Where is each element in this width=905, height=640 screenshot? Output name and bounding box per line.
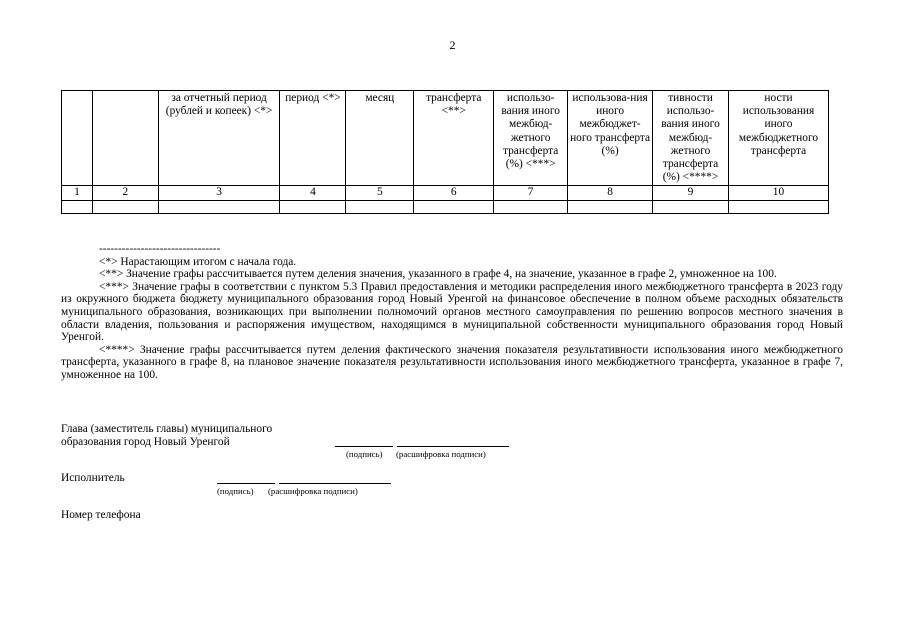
header-cell: использова-ния иного межбюджет-ного трансферта (%)	[568, 91, 653, 186]
header-cell: ности использования иного межбюджетного трансферта	[728, 91, 828, 186]
head-title	[61, 423, 272, 449]
header-cell	[92, 91, 158, 186]
column-number: 7	[494, 186, 568, 200]
column-number: 5	[346, 186, 414, 200]
report-table	[61, 90, 829, 214]
executor-label: Исполнитель	[61, 472, 125, 484]
header-cell: за отчетный период (рублей и копеек) <*>	[158, 91, 280, 186]
head-signature-line	[335, 446, 393, 447]
footnote-1: <*> Нарастающим итогом с начала года.	[99, 255, 297, 268]
head-title-line2: образования город Новый Уренгой	[61, 436, 230, 448]
table-cell	[92, 200, 158, 213]
head-title-line1: Глава (заместитель главы) муниципального	[61, 423, 273, 435]
footnote-4: <****> Значение графы рассчитывается путем деления фактического значения показателя результативности использования иного межбюджетного трансферта, указанного в графе 8, на плановое значение показателя результативности использования иного межбюджетного трансферта, указанное в графе 7, умноженное на 100.	[61, 343, 843, 381]
table-cell	[158, 200, 280, 213]
column-number: 9	[653, 186, 729, 200]
table-cell	[346, 200, 414, 213]
empty-data-row	[62, 200, 829, 213]
footnote-separator: --------------------------------	[99, 243, 221, 255]
header-cell	[62, 91, 93, 186]
header-cell: трансферта <**>	[414, 91, 494, 186]
header-cell: тивности использо-вания иного межбюд-жетного трансферта (%) <****>	[653, 91, 729, 186]
column-number-row	[62, 186, 829, 200]
executor-decoding-line	[279, 483, 391, 484]
column-number: 10	[728, 186, 828, 200]
column-number: 1	[62, 186, 93, 200]
table-cell	[653, 200, 729, 213]
table-cell	[728, 200, 828, 213]
table-cell	[494, 200, 568, 213]
table-cell	[568, 200, 653, 213]
header-cell: период <*>	[280, 91, 346, 186]
phone-label: Номер телефона	[61, 509, 141, 521]
header-cell: месяц	[346, 91, 414, 186]
executor-signature-line	[217, 483, 275, 484]
column-number: 2	[92, 186, 158, 200]
head-decoding-caption: (расшифровка подписи)	[396, 449, 486, 459]
executor-decoding-caption: (расшифровка подписи)	[268, 486, 358, 496]
column-number: 8	[568, 186, 653, 200]
table-header-row	[62, 91, 829, 186]
column-number: 4	[280, 186, 346, 200]
table-cell	[414, 200, 494, 213]
table-cell	[280, 200, 346, 213]
column-number: 3	[158, 186, 280, 200]
footnote-2: <**> Значение графы рассчитывается путем деления значения, указанного в графе 4, на значение, указанное в графе 2, умноженное на 100.	[99, 268, 777, 281]
table-cell	[62, 200, 93, 213]
header-cell: использо-вания иного межбюд-жетного трансферта (%) <***>	[494, 91, 568, 186]
executor-signature-caption: (подпись)	[217, 486, 254, 496]
footnote-3: <***> Значение графы в соответствии с пунктом 5.3 Правил предоставления и методики распределения иного межбюджетного трансферта в 2023 году из окружного бюджета бюджету муниципального образования город Новый Уренгой на финансовое обеспечение в полном объеме расходных обязательств муниципального образования, возникающих при выполнении полномочий органов местного самоуправления по решению вопросов местного значения в области владения, пользования и распоряжения имуществом, находящимся в муниципальной собственности муниципального образования город Новый Уренгой.	[61, 280, 843, 344]
column-number: 6	[414, 186, 494, 200]
page-number: 2	[449, 38, 456, 52]
head-signature-caption: (подпись)	[346, 449, 383, 459]
head-decoding-line	[397, 446, 509, 447]
footnotes	[61, 243, 843, 382]
